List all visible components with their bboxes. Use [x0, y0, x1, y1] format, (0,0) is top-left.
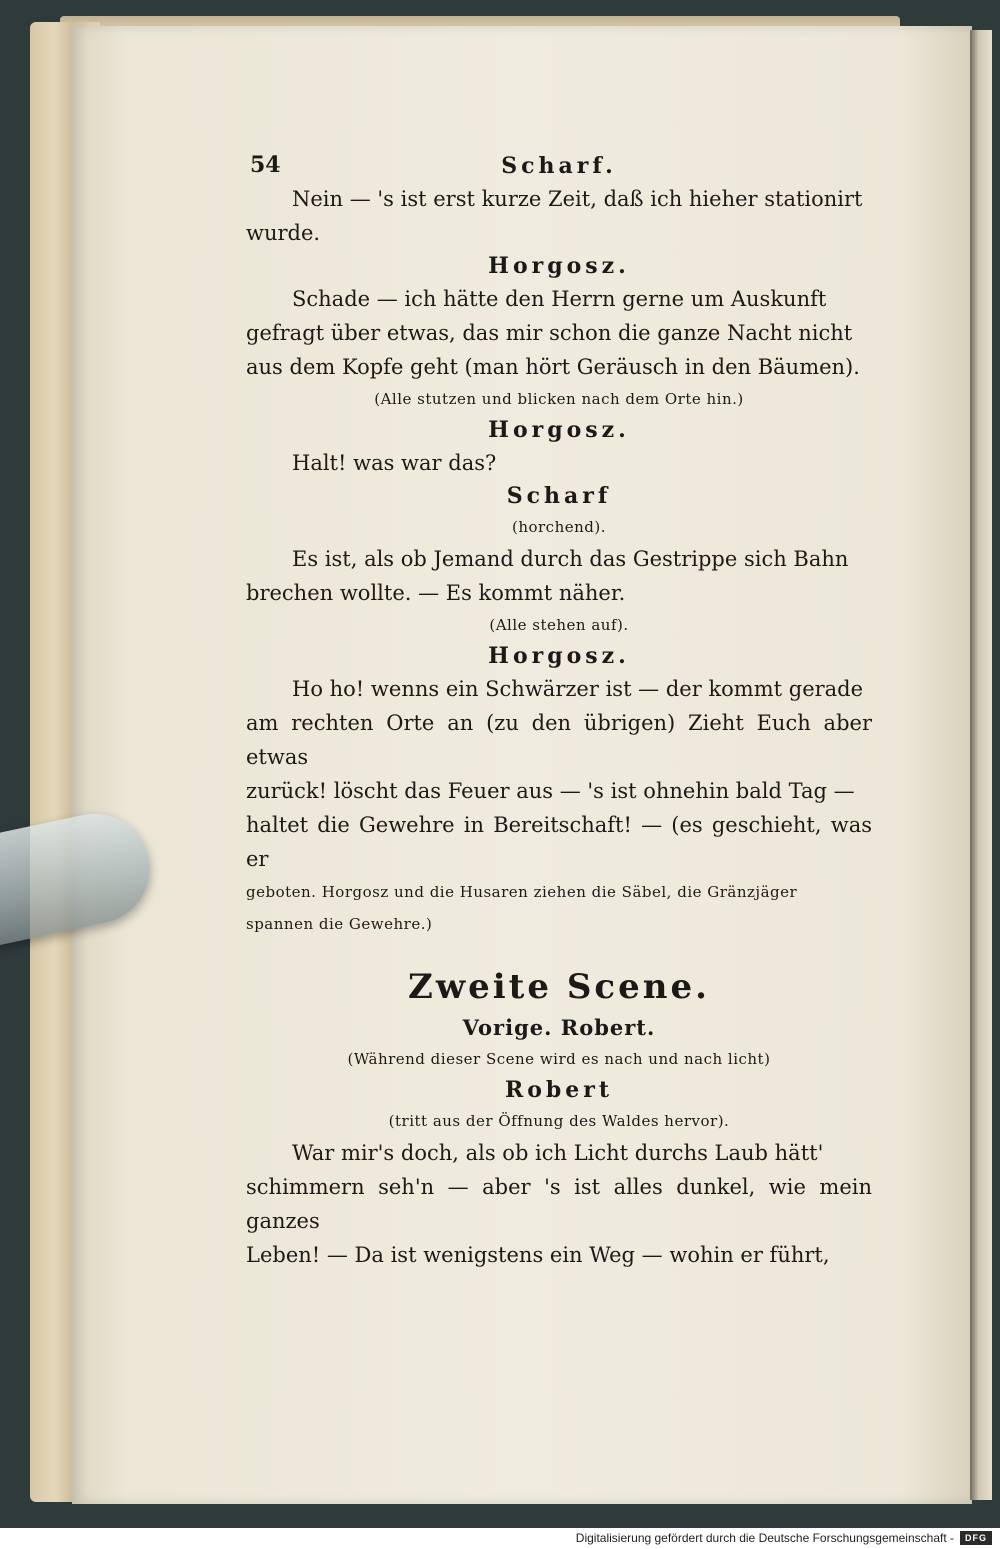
text-line: Leben! — Da ist wenigstens ein Weg — wohin er führt, [246, 1243, 830, 1267]
speaker-name: Horgosz. [488, 417, 630, 443]
text-line: wurde. [246, 221, 321, 245]
stage-direction: geboten. Horgosz und die Husaren ziehen die Säbel, die Gränzjäger [246, 883, 798, 901]
text-line: Schade — ich hätte den Herrn gerne um Auskunft [292, 287, 827, 311]
stage-direction: spannen die Gewehre.) [246, 915, 433, 933]
stage-direction: (Während dieser Scene wird es nach und nach licht) [347, 1050, 771, 1068]
stage-direction: (horchend). [511, 518, 607, 536]
dfg-logo: DFG [960, 1531, 992, 1545]
footer-bar [0, 1528, 1000, 1549]
text-line: Nein — 's ist erst kurze Zeit, daß ich hieher stationirt [292, 187, 863, 211]
speaker-name: Horgosz. [488, 253, 630, 279]
speaker-name: Robert [504, 1077, 614, 1103]
text-line: haltet die Gewehre in Bereitschaft! — (es geschieht, was er [246, 813, 872, 871]
text-line: War mir's doch, als ob ich Licht durchs Laub hätt' [292, 1141, 824, 1165]
stage-direction: (Alle stutzen und blicken nach dem Orte hin.) [374, 390, 744, 408]
next-page-edge [970, 30, 992, 1500]
text-line: gefragt über etwas, das mir schon die ganze Nacht nicht [246, 321, 853, 345]
text-line: aus dem Kopfe geht (man hört Geräusch in den Bäumen). [246, 355, 860, 379]
stage-direction: (tritt aus der Öffnung des Waldes hervor). [388, 1112, 730, 1130]
text-line: zurück! löscht das Feuer aus — 's ist ohnehin bald Tag — [246, 779, 855, 803]
speaker-name: Horgosz. [488, 643, 630, 669]
scene-persons: Vorige. Robert. [462, 1015, 656, 1040]
speaker-name: Scharf. [501, 153, 617, 179]
page-number: 54 [250, 152, 281, 178]
stage-direction: (Alle stehen auf). [489, 616, 629, 634]
scene-title: Zweite Scene. [408, 967, 710, 1007]
footer-credit: Digitalisierung gefördert durch die Deutsche Forschungsgemeinschaft - [575, 1531, 954, 1545]
page-text [246, 150, 872, 1272]
text-line: Ho ho! wenns ein Schwärzer ist — der kommt gerade [292, 677, 864, 701]
text-line: Es ist, als ob Jemand durch das Gestrippe sich Bahn [292, 547, 849, 571]
text-line: brechen wollte. — Es kommt näher. [246, 581, 626, 605]
text-line: Halt! was war das? [292, 451, 497, 475]
speaker-name: Scharf [506, 483, 612, 509]
text-line: am rechten Orte an (zu den übrigen) Zieht Euch aber etwas [246, 711, 872, 769]
text-line: schimmern seh'n — aber 's ist alles dunkel, wie mein ganzes [246, 1175, 872, 1233]
